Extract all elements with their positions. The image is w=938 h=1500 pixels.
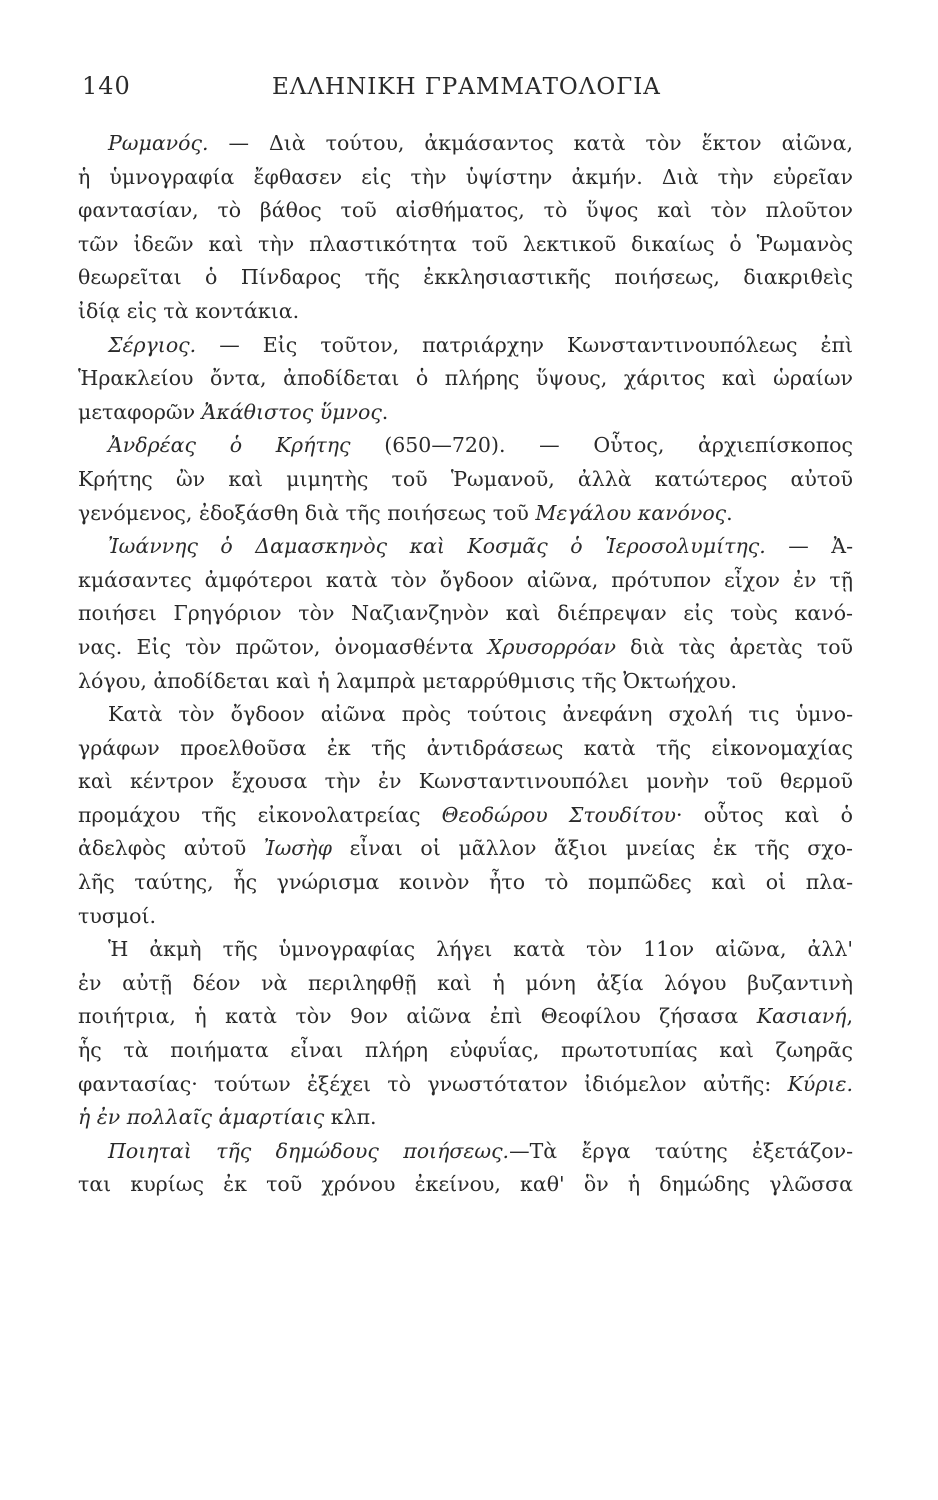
- text-line: [78, 194, 853, 228]
- text-line: [78, 127, 853, 161]
- text-run: —Τὰ ἔργα ταύτης ἐξετάζον-: [509, 1138, 853, 1163]
- text-run: τυσμοί.: [78, 903, 157, 928]
- text-line: [78, 866, 853, 900]
- text-run: — Διὰ τούτου, ἀκμάσαντος κατὰ τὸν ἕκτον αἰῶνα,: [208, 131, 853, 155]
- text-line: [78, 1101, 853, 1135]
- italic-text-run: Ποιηταὶ τῆς δημώδους ποιήσεως.: [108, 1138, 510, 1163]
- text-line: [78, 261, 853, 295]
- text-line: [78, 564, 853, 598]
- italic-text-run: Ρωμανός.: [108, 131, 209, 155]
- text-run: φαντασίας· τούτων ἐξέχει τὸ γνωστότατον ἰδιόμελον αὐτῆς:: [78, 1071, 788, 1096]
- text-line: [78, 362, 853, 396]
- text-run: ται κυρίως ἐκ τοῦ χρόνου ἐκείνου, καθ' ὃν ἡ δημώδης γλῶσσα: [78, 1172, 853, 1197]
- italic-text-run: Χρυσορρόαν: [487, 634, 616, 659]
- text-run: νας. Εἰς τὸν πρῶτον, ὀνομασθέντα: [78, 634, 488, 659]
- text-run: Κρήτης ὢν καὶ μιμητὴς τοῦ Ῥωμανοῦ, ἀλλὰ κατώτερος αὐτοῦ: [78, 466, 853, 491]
- text-run: λόγου, ἀποδίδεται καὶ ἡ λαμπρὰ μεταρρύθμισις τῆς Ὀκτωήχου.: [78, 668, 737, 693]
- text-line: [78, 665, 853, 699]
- text-run: ἡ ὑμνογραφία ἔφθασεν εἰς τὴν ὑψίστην ἀκμήν. Διὰ τὴν εὐρεῖαν: [78, 164, 853, 189]
- text-run: γενόμενος, ἐδοξάσθη διὰ τῆς ποιήσεως τοῦ: [78, 500, 536, 525]
- page-header: [82, 72, 862, 112]
- text-run: γράφων προελθοῦσα ἐκ τῆς ἀντιδράσεως κατὰ τῆς εἰκονομαχίας: [78, 735, 853, 760]
- text-line: [78, 228, 853, 262]
- italic-text-run: Μεγάλου κανόνος: [535, 500, 727, 525]
- italic-text-run: Κασιανή: [756, 1004, 847, 1029]
- text-line: [78, 1034, 853, 1068]
- text-line: [78, 799, 853, 833]
- text-line: [78, 329, 853, 363]
- text-line: [78, 1135, 853, 1169]
- italic-text-run: ἡ ἐν πολλαῖς ἁμαρτίαις: [78, 1105, 325, 1130]
- text-line: [78, 900, 853, 934]
- italic-text-run: Ἰωσὴφ: [263, 836, 332, 861]
- text-run: — Ἀ-: [765, 534, 853, 559]
- text-line: [78, 530, 853, 564]
- italic-text-run: Κύριε.: [787, 1071, 853, 1096]
- running-title: ΕΛΛΗΝΙΚΗ ΓΡΑΜΜΑΤΟΛΟΓΙΑ: [272, 74, 661, 100]
- text-run: Κατὰ τὸν ὄγδοον αἰῶνα πρὸς τούτοις ἀνεφάνη σχολή τις ὑμνο-: [108, 702, 853, 727]
- text-run: Ἡ ἀκμὴ τῆς ὑμνογραφίας λήγει κατὰ τὸν 11ον αἰῶνα, ἀλλ': [108, 937, 853, 962]
- text-run: κμάσαντες ἀμφότεροι κατὰ τὸν ὄγδοον αἰῶνα, πρότυπον εἶχον ἐν τῇ: [78, 567, 853, 592]
- text-line: [78, 161, 853, 195]
- italic-text-run: Θεοδώρου Στουδίτου: [441, 802, 677, 827]
- text-line: [78, 497, 853, 531]
- italic-text-run: Ἀκάθιστος ὕμνος: [201, 399, 382, 424]
- italic-text-run: Ἰωάννης ὁ Δαμασκηνὸς καὶ Κοσμᾶς ὁ Ἱεροσολυμίτης.: [108, 534, 766, 559]
- text-line: [78, 1168, 853, 1202]
- text-run: .: [381, 399, 389, 424]
- text-run: ἀδελφὸς αὐτοῦ: [78, 836, 264, 861]
- text-run: ἰδίᾳ εἰς τὰ κοντάκια.: [78, 298, 300, 323]
- italic-text-run: Ἀνδρέας ὁ Κρήτης: [108, 433, 351, 458]
- page-number: 140: [82, 72, 131, 100]
- text-run: μεταφορῶν: [78, 399, 202, 424]
- italic-text-run: Σέργιος.: [108, 332, 197, 357]
- text-line: [78, 1000, 853, 1034]
- text-line: [78, 295, 853, 329]
- text-run: ,: [846, 1004, 853, 1029]
- text-run: ποιήτρια, ἡ κατὰ τὸν 9ον αἰῶνα ἐπὶ Θεοφίλου ζήσασα: [78, 1004, 757, 1029]
- text-line: [78, 832, 853, 866]
- text-run: · οὗτος καὶ ὁ: [676, 802, 853, 827]
- text-line: [78, 631, 853, 665]
- text-run: (650—720). — Οὗτος, ἀρχιεπίσκοπος: [350, 433, 853, 458]
- text-line: [78, 463, 853, 497]
- text-run: προμάχου τῆς εἰκονολατρείας: [78, 802, 442, 827]
- text-run: κλπ.: [324, 1105, 377, 1130]
- text-run: λῆς ταύτης, ἧς γνώρισμα κοινὸν ἦτο τὸ πομπῶδες καὶ οἱ πλα-: [78, 870, 853, 895]
- text-line: [78, 597, 853, 631]
- text-run: καὶ κέντρον ἔχουσα τὴν ἐν Κωνσταντινουπόλει μονὴν τοῦ θερμοῦ: [78, 769, 853, 794]
- text-run: ποιήσει Γρηγόριον τὸν Ναζιανζηνὸν καὶ διέπρεψαν εἰς τοὺς κανό-: [78, 601, 853, 626]
- text-run: διὰ τὰς ἀρετὰς τοῦ: [615, 634, 853, 659]
- text-run: εἶναι οἱ μᾶλλον ἄξιοι μνείας ἐκ τῆς σχο-: [331, 836, 853, 861]
- text-line: [78, 732, 853, 766]
- text-line: [78, 967, 853, 1001]
- body-text: [78, 127, 853, 1202]
- text-run: τῶν ἰδεῶν καὶ τὴν πλαστικότητα τοῦ λεκτικοῦ δικαίως ὁ Ῥωμανὸς: [78, 231, 853, 256]
- text-run: ἧς τὰ ποιήματα εἶναι πλήρη εὐφυΐας, πρωτοτυπίας καὶ ζωηρᾶς: [78, 1038, 853, 1063]
- text-run: Ἡρακλείου ὄντα, ἀποδίδεται ὁ πλήρης ὕψους, χάριτος καὶ ὡραίων: [78, 366, 853, 391]
- text-run: φαντασίαν, τὸ βάθος τοῦ αἰσθήματος, τὸ ὕψος καὶ τὸν πλοῦτον: [78, 198, 853, 223]
- text-line: [78, 933, 853, 967]
- text-line: [78, 698, 853, 732]
- text-run: θεωρεῖται ὁ Πίνδαρος τῆς ἐκκλησιαστικῆς ποιήσεως, διακριθεὶς: [78, 265, 853, 290]
- text-line: [78, 396, 853, 430]
- text-line: [78, 429, 853, 463]
- text-run: — Εἰς τοῦτον, πατριάρχην Κωνσταντινουπόλεως ἐπὶ: [196, 332, 853, 357]
- text-line: [78, 765, 853, 799]
- text-line: [78, 1068, 853, 1102]
- text-run: ἐν αὐτῇ δέον νὰ περιληφθῇ καὶ ἡ μόνη ἀξία λόγου βυζαντινὴ: [78, 970, 853, 995]
- text-run: .: [726, 500, 733, 525]
